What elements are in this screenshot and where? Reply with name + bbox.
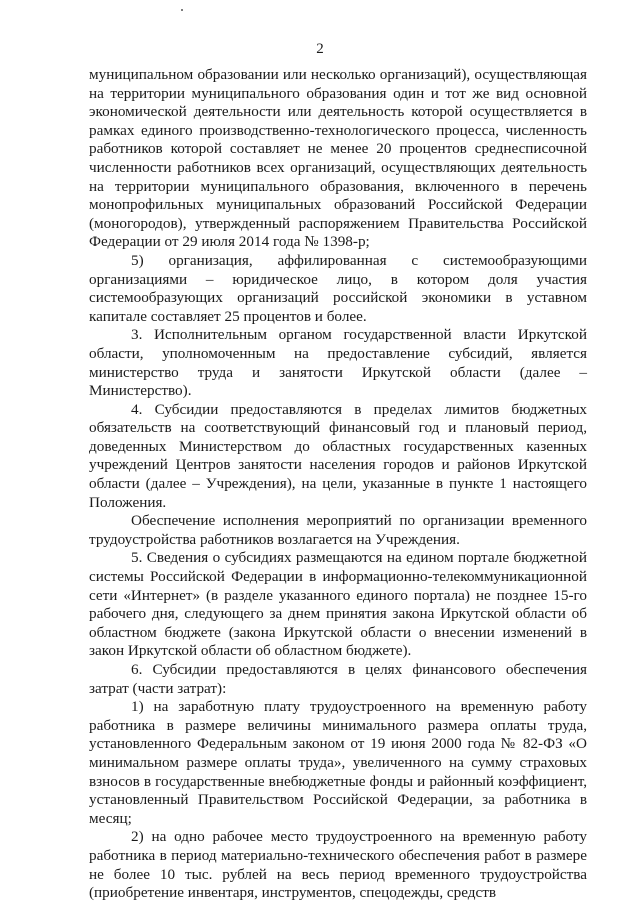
paragraph-section-6-item-2: 2) на одно рабочее место трудоустроенного на временную работу работника в период материально-технического обеспечения работ в размере не более 10 тыс. рублей на весь период временного трудоустройства (приобретение инвентаря, инструментов, спецодежды, средств [89,828,587,902]
document-body [89,66,587,903]
paragraph-section-6: 6. Субсидии предоставляются в целях финансового обеспечения затрат (части затрат): [89,661,587,697]
paragraph-section-6-item-1: 1) на заработную плату трудоустроенного на временную работу работника в размере величины минимального размера оплаты труда, установленного Федеральным законом от 19 июня 2000 года № 82-ФЗ «О минимальном размере оплаты труда», увеличенного на сумму страховых взносов в государственные внебюджетные фонды и районный коэффициент, установленный Правительством Российской Федерации, за работника в месяц; [89,698,587,827]
paragraph-section-4-note: Обеспечение исполнения мероприятий по организации временного трудоустройства работников возлагается на Учреждения. [89,512,587,548]
paragraph-continuation: муниципальном образовании или несколько организаций), осуществляющая на территории муниципального образования один и тот же вид основной экономической деятельности или деятельность которой осуществляется в рамках единого производственно-технологического процесса, численность работников которой составляет не менее 20 процентов среднесписочной численности работников всех организаций, осуществляющих деятельность на территории муниципального образования, включенного в перечень монопрофильных муниципальных образований Российской Федерации (моногородов), утвержденный распоряжением Правительства Российской Федерации от 29 июля 2014 года № 1398-р; [89,66,587,251]
paragraph-section-3: 3. Исполнительным органом государственной власти Иркутской области, уполномоченным на предоставление субсидий, является министерство труда и занятости Иркутской области (далее – Министерство). [89,326,587,400]
paragraph-item-5: 5) организация, аффилированная с системообразующими организациями – юридическое лицо, в котором доля участия системообразующих организаций российской экономики в уставном капитале составляет 25 процентов и более. [89,251,587,325]
paragraph-section-5: 5. Сведения о субсидиях размещаются на едином портале бюджетной системы Российской Федерации в информационно-телекоммуникационной сети «Интернет» (в разделе указанного единого портала) не позднее 15-го рабочего дня, следующего за днем принятия закона Иркутской области об областном бюджете (закона Иркутской области о внесении изменений в закон Иркутской области об областном бюджете). [89,549,587,660]
scan-speck [181,9,183,11]
paragraph-section-4: 4. Субсидии предоставляются в пределах лимитов бюджетных обязательств на соответствующий финансовый год и плановый период, доведенных Министерством до областных государственных казенных учреждений Центров занятости населения городов и районов Иркутской области (далее – Учреждения), на цели, указанные в пункте 1 настоящего Положения. [89,400,587,511]
page-number: 2 [316,41,324,57]
